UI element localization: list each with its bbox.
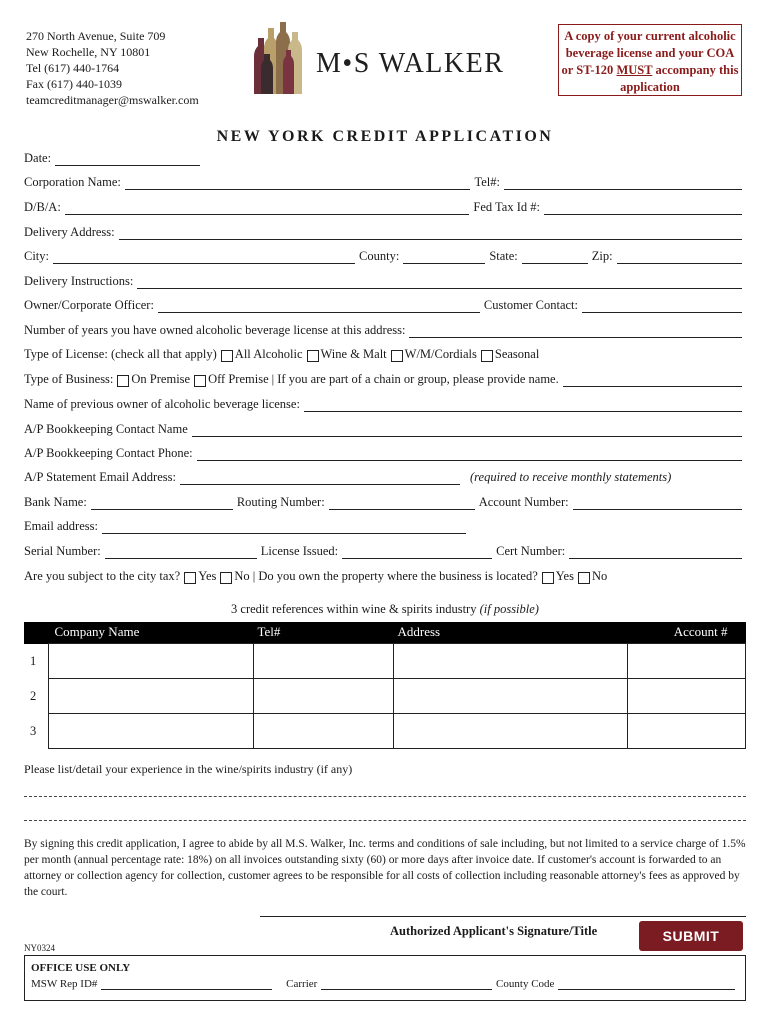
address-line: New Rochelle, NY 10801 — [26, 45, 151, 59]
fedtax-field[interactable] — [544, 202, 742, 215]
brand-name: M•S WALKER — [316, 48, 505, 79]
signature-label: Authorized Applicant's Signature/Title — [390, 924, 598, 938]
dba-row — [24, 199, 746, 215]
license-type-row — [24, 346, 746, 362]
tel-label: Tel#: — [474, 175, 500, 189]
wine-malt-label: Wine & Malt — [320, 347, 387, 361]
wm-cordials-label: W/M/Cordials — [404, 347, 477, 361]
experience-field-2[interactable] — [24, 820, 746, 821]
city-tax-no-checkbox[interactable] — [220, 572, 232, 584]
rep-id-field[interactable] — [101, 979, 272, 990]
all-alcoholic-checkbox[interactable] — [221, 350, 233, 362]
submit-button[interactable]: SUBMIT — [639, 921, 743, 951]
years-row — [24, 322, 746, 338]
seasonal-label: Seasonal — [494, 347, 540, 361]
ap-phone-field[interactable] — [197, 448, 742, 461]
references-title — [0, 602, 770, 617]
ap-name-field[interactable] — [192, 424, 742, 437]
notice-text: A copy of your current alcoholic beverage license and your COA or ST-120 — [561, 29, 736, 77]
prev-owner-row — [24, 396, 746, 412]
owner-label: Owner/Corporate Officer: — [24, 298, 154, 312]
prev-owner-field[interactable] — [304, 399, 742, 412]
row-number: 3 — [24, 714, 49, 749]
zip-field[interactable] — [617, 251, 742, 264]
account-cell[interactable] — [628, 714, 746, 749]
ap-email-row — [24, 469, 746, 485]
own-property-label: | Do you own the property where the business is located? — [252, 569, 538, 583]
email-line: teamcreditmanager@mswalker.com — [26, 93, 199, 107]
delivery-instructions-label: Delivery Instructions: — [24, 274, 134, 288]
email-row — [24, 518, 470, 534]
county-code-field[interactable] — [558, 979, 735, 990]
tel-field[interactable] — [504, 177, 742, 190]
off-premise-checkbox[interactable] — [194, 375, 206, 387]
state-label: State: — [489, 249, 518, 263]
county-field[interactable] — [403, 251, 485, 264]
city-label: City: — [24, 249, 50, 263]
references-table — [24, 622, 746, 749]
terms-text: By signing this credit application, I agree to abide by all M.S. Walker, Inc. terms and conditions of sale including, but not limited to a service charge of 1.5% per month (annual percentage rate: 18%) on all invoices outstanding sixty (60) or more days after invoice date. If customer's account is forwarded to an attorney or collection agency for collection, customer agrees to be responsible for all costs of collection including reasonable attorney's fees as approved by the court. — [24, 838, 746, 898]
form-code: NY0324 — [24, 943, 55, 953]
delivery-instructions-field[interactable] — [137, 276, 742, 289]
dba-field[interactable] — [65, 202, 470, 215]
signature-field[interactable] — [260, 916, 746, 917]
wine-bottles-logo-icon — [250, 20, 314, 96]
corp-name-field[interactable] — [125, 177, 471, 190]
years-field[interactable] — [409, 325, 742, 338]
experience-field-1[interactable] — [24, 796, 746, 797]
wm-cordials-checkbox[interactable] — [391, 350, 403, 362]
office-use-box — [24, 955, 746, 1001]
owner-row — [24, 297, 746, 313]
tel-header: Tel# — [254, 622, 394, 644]
references-header-row — [24, 622, 746, 644]
owner-field[interactable] — [158, 300, 480, 313]
off-premise-label: Off Premise — [208, 372, 269, 386]
routing-field[interactable] — [329, 497, 475, 510]
corp-label: Corporation Name: — [24, 175, 121, 189]
account-cell[interactable] — [628, 644, 746, 679]
license-issued-field[interactable] — [342, 546, 492, 559]
city-tax-yes-checkbox[interactable] — [184, 572, 196, 584]
bank-name-field[interactable] — [91, 497, 233, 510]
cert-field[interactable] — [569, 546, 742, 559]
references-title-text: 3 credit references within wine & spirits industry — [231, 602, 477, 616]
company-name-cell[interactable] — [49, 679, 254, 714]
all-alcoholic-label: All Alcoholic — [234, 347, 303, 361]
rep-id-label: MSW Rep ID# — [31, 978, 98, 990]
cert-label: Cert Number: — [496, 544, 566, 558]
delivery-instructions-row — [24, 273, 746, 289]
wine-malt-checkbox[interactable] — [307, 350, 319, 362]
address-line: 270 North Avenue, Suite 709 — [26, 29, 166, 43]
address-cell[interactable] — [394, 679, 628, 714]
ap-email-label: A/P Statement Email Address: — [24, 470, 176, 484]
notice-must: MUST — [616, 63, 653, 77]
company-name-cell[interactable] — [49, 714, 254, 749]
address-header: Address — [394, 622, 628, 644]
office-use-header: OFFICE USE ONLY — [31, 962, 131, 974]
ap-email-note: (required to receive monthly statements) — [469, 470, 672, 484]
customer-contact-label: Customer Contact: — [483, 298, 578, 312]
fedtax-label: Fed Tax Id #: — [473, 200, 540, 214]
ap-email-field[interactable] — [180, 472, 460, 485]
zip-label: Zip: — [591, 249, 613, 263]
state-field[interactable] — [522, 251, 588, 264]
ap-phone-label: A/P Bookkeeping Contact Phone: — [24, 446, 193, 460]
city-tax-label: Are you subject to the city tax? — [24, 569, 181, 583]
references-title-note: (if possible) — [479, 602, 539, 616]
table-row — [24, 714, 746, 749]
ap-phone-row — [24, 445, 746, 461]
company-name-header: Company Name — [49, 622, 254, 644]
row-number: 2 — [24, 679, 49, 714]
seasonal-checkbox[interactable] — [481, 350, 493, 362]
date-field[interactable] — [55, 153, 200, 166]
license-type-label: Type of License: (check all that apply) — [24, 347, 217, 361]
own-property-no-checkbox[interactable] — [578, 572, 590, 584]
delivery-address-field[interactable] — [119, 227, 742, 240]
delivery-address-label: Delivery Address: — [24, 225, 115, 239]
table-row — [24, 679, 746, 714]
city-field[interactable] — [53, 251, 355, 264]
references-num-header — [24, 622, 49, 644]
business-type-label: Type of Business: — [24, 372, 114, 386]
own-property-yes-checkbox[interactable] — [542, 572, 554, 584]
address-cell[interactable] — [394, 714, 628, 749]
serial-field[interactable] — [105, 546, 257, 559]
phone-line: Tel (617) 440-1764 — [26, 61, 120, 75]
customer-contact-field[interactable] — [582, 300, 742, 313]
account-header: Account # — [628, 622, 746, 644]
delivery-address-row — [24, 224, 746, 240]
city-row — [24, 248, 746, 264]
ap-name-label: A/P Bookkeeping Contact Name — [24, 422, 188, 436]
date-label: Date: — [24, 151, 52, 165]
date-row — [24, 150, 204, 166]
license-notice — [558, 24, 742, 96]
tel-cell[interactable] — [254, 679, 394, 714]
prev-owner-label: Name of previous owner of alcoholic beverage license: — [24, 397, 300, 411]
row-number: 1 — [24, 644, 49, 679]
city-tax-row — [24, 568, 746, 584]
account-field[interactable] — [573, 497, 742, 510]
serial-row — [24, 543, 746, 559]
experience-label: Please list/detail your experience in the wine/spirits industry (if any) — [24, 762, 353, 776]
ap-name-row — [24, 421, 746, 437]
county-code-label: County Code — [496, 978, 555, 990]
license-issued-label: License Issued: — [260, 544, 339, 558]
email-field[interactable] — [102, 521, 466, 534]
page-title: NEW YORK CREDIT APPLICATION — [216, 128, 554, 145]
notice-text-end: accompany this application — [620, 63, 739, 94]
company-address — [26, 28, 199, 108]
bank-row — [24, 494, 746, 510]
email-label: Email address: — [24, 519, 98, 533]
own-property-yes-label: Yes — [555, 569, 574, 583]
office-use-row — [31, 978, 739, 990]
on-premise-label: On Premise — [131, 372, 191, 386]
account-label: Account Number: — [478, 495, 569, 509]
table-row — [24, 644, 746, 679]
corp-row — [24, 174, 746, 190]
routing-label: Routing Number: — [236, 495, 325, 509]
tel-cell[interactable] — [254, 714, 394, 749]
city-tax-no-label: No — [234, 569, 250, 583]
carrier-field[interactable] — [321, 979, 492, 990]
own-property-no-label: No — [591, 569, 608, 583]
address-cell[interactable] — [394, 644, 628, 679]
business-type-row — [24, 371, 746, 387]
county-label: County: — [359, 249, 400, 263]
tel-cell[interactable] — [254, 644, 394, 679]
city-tax-yes-label: Yes — [198, 569, 217, 583]
chain-name-field[interactable] — [563, 374, 742, 387]
fax-line: Fax (617) 440-1039 — [26, 77, 122, 91]
serial-label: Serial Number: — [24, 544, 101, 558]
company-name-cell[interactable] — [49, 644, 254, 679]
on-premise-checkbox[interactable] — [117, 375, 129, 387]
dba-label: D/B/A: — [24, 200, 61, 214]
account-cell[interactable] — [628, 679, 746, 714]
bank-label: Bank Name: — [24, 495, 87, 509]
years-label: Number of years you have owned alcoholic beverage license at this address: — [24, 323, 406, 337]
chain-label: | If you are part of a chain or group, please provide name. — [271, 372, 559, 386]
carrier-label: Carrier — [286, 978, 318, 990]
